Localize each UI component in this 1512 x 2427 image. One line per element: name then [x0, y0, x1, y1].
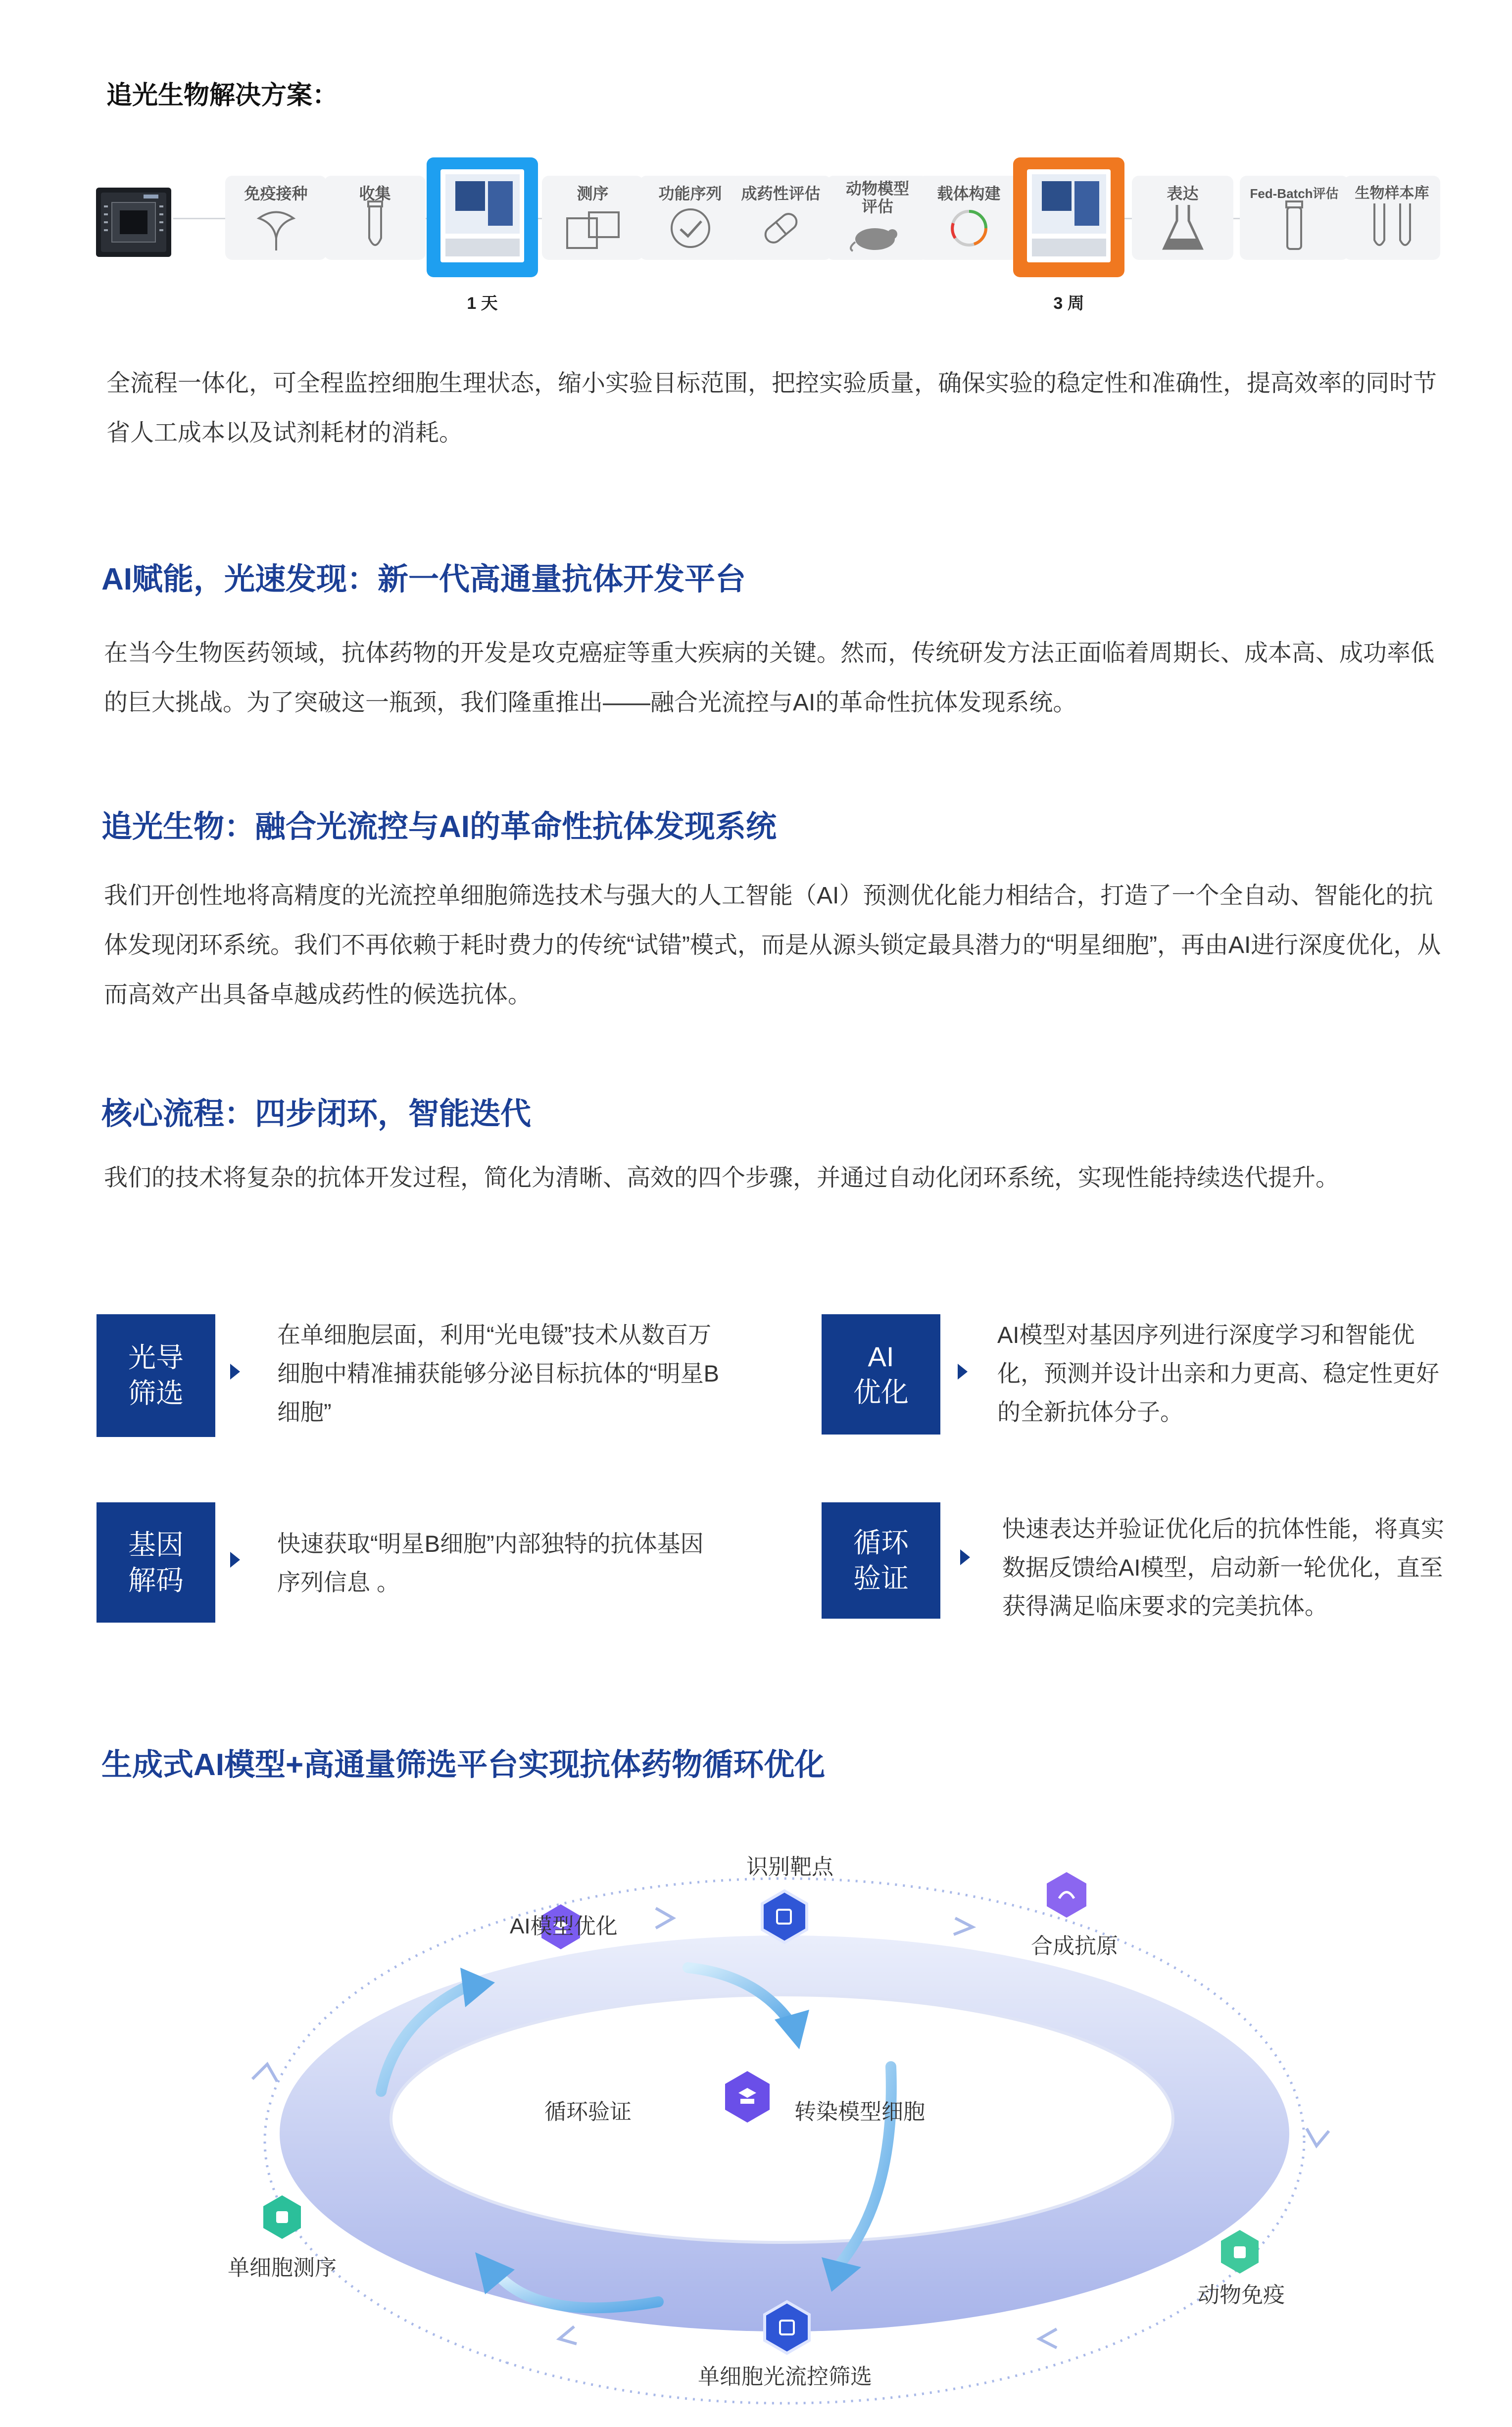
- pill-icon: [756, 203, 806, 253]
- card-ai-optimization: [822, 1314, 940, 1435]
- node-transfect: 转染模型细胞: [794, 2100, 925, 2124]
- instrument-orange: [1013, 157, 1124, 277]
- card-title-line: 解码: [128, 1564, 184, 1596]
- card-text-optical-screening: 在单细胞层面，利用“光电镊”技术从数百万细胞中精准捕获能够分泌目标抗体的“明星B细胞”: [277, 1322, 719, 1425]
- vial-icon: [1279, 198, 1309, 253]
- section-heading-ai-platform: AI赋能，光速发现：新一代高通量抗体开发平台: [101, 562, 746, 596]
- time-label-1-day: 1 天: [467, 294, 498, 313]
- flask-icon: [1158, 201, 1208, 253]
- card-title-line: 光导: [128, 1342, 184, 1373]
- step-expression: [1132, 176, 1233, 260]
- node-identify-target: 识别靶点: [746, 1855, 833, 1879]
- card-title-line: 基因: [128, 1529, 184, 1560]
- hex-single-cell-seq-icon: [263, 2195, 301, 2239]
- section-heading-cycle: 生成式AI模型+高通量筛选平台实现抗体药物循环优化: [101, 1748, 826, 1782]
- step-biobank: [1344, 176, 1440, 260]
- step-label: 表达: [1167, 185, 1199, 202]
- card-title-line: 优化: [853, 1376, 909, 1408]
- card-title-line: 循环: [853, 1527, 909, 1558]
- sequencer-icon: [563, 208, 623, 253]
- card-title-line: 筛选: [128, 1378, 184, 1409]
- chevron-right-icon: [230, 1552, 240, 1568]
- node-animal-immune: 动物免疫: [1198, 2283, 1285, 2307]
- card-optical-screening: [97, 1314, 215, 1437]
- time-label-3-weeks: 3 周: [1053, 294, 1084, 313]
- step-animal-model: [827, 176, 928, 260]
- step-immunization: [225, 176, 327, 260]
- step-vector-construction: [918, 176, 1020, 260]
- sample-tubes-icon: [1363, 198, 1422, 253]
- step-label: 测序: [577, 185, 609, 202]
- hex-animal-immune-icon: [1221, 2230, 1259, 2274]
- hex-identify-target-icon: [762, 1891, 807, 1942]
- node-cycle-verify: 循环验证: [544, 2100, 632, 2124]
- card-title-line: AI: [868, 1340, 894, 1372]
- step-collect: [324, 176, 426, 260]
- solution-title: 追光生物解决方案：: [106, 81, 339, 110]
- step-label: 成药性评估: [741, 185, 821, 202]
- card-title-line: 验证: [853, 1562, 909, 1594]
- step-label: 免疫接种: [244, 185, 308, 202]
- cycle-diagram: [0, 1832, 1512, 2427]
- chevron-right-icon: [230, 1364, 240, 1380]
- section-body-ai-platform: 在当今生物医药领域，抗体药物的开发是攻克癌症等重大疾病的关键。然而，传统研发方法正面临着周期长、成本高、成功率低的巨大挑战。为了突破这一瓶颈，我们隆重推出——融合光流控与AI的革命性抗体发现系统。: [104, 640, 1435, 716]
- section-body-core-process: 我们的技术将复杂的抗体开发过程，简化为清晰、高效的四个步骤，并通过自动化闭环系统，实现性能持续迭代提升。: [104, 1165, 1340, 1191]
- step-label: 功能序列: [658, 185, 722, 202]
- step-label: Fed-Batch评估: [1250, 186, 1339, 201]
- section-heading-core-process: 核心流程：四步闭环，智能迭代: [101, 1097, 532, 1131]
- section-heading-system: 追光生物：融合光流控与AI的革命性抗体发现系统: [101, 810, 777, 844]
- card-cycle-verification: [822, 1502, 940, 1619]
- section-body-system: 我们开创性地将高精度的光流控单细胞筛选技术与强大的人工智能（AI）预测优化能力相结合，打造了一个全自动、智能化的抗体发现闭环系统。我们不再依赖于耗时费力的传统“试错”模式，而是从源头锁定最具潜力的“明星细胞”，再由AI进行深度优化，从而高效产出具备卓越成药性的候选抗体。: [104, 883, 1441, 1008]
- instrument-blue: [427, 157, 538, 277]
- node-optofluidic: 单细胞光流控筛选: [698, 2365, 872, 2389]
- check-circle-icon: [666, 203, 715, 253]
- hex-optofluidic-icon: [765, 2302, 809, 2353]
- card-gene-decoding: [97, 1502, 215, 1623]
- chevron-right-icon: [958, 1364, 968, 1380]
- node-single-cell-seq: 单细胞测序: [228, 2256, 337, 2280]
- hex-synth-antigen-icon: [1047, 1872, 1086, 1918]
- step-label: 动物模型评估: [845, 180, 909, 215]
- plasmid-icon: [944, 203, 994, 253]
- step-label: 生物样本库: [1355, 185, 1429, 201]
- card-text-ai-optimization: AI模型对基因序列进行深度学习和智能优化，预测并设计出亲和力更高、稳定性更好的全新抗体分子。: [997, 1322, 1439, 1425]
- step-functional-sequence: [639, 176, 741, 260]
- step-label: 载体构建: [937, 185, 1001, 202]
- card-text-gene-decoding: 快速获取“明星B细胞”内部独特的抗体基因序列信息 。: [277, 1531, 704, 1595]
- tube-icon: [360, 198, 390, 253]
- step-label: 收集: [359, 185, 391, 202]
- step-fed-batch: [1240, 176, 1349, 260]
- node-ai-model: AI模型优化: [510, 1914, 618, 1938]
- step-sequencing: [542, 176, 643, 260]
- chevron-right-icon: [960, 1549, 970, 1565]
- syringe-icon: [249, 203, 303, 253]
- mouse-icon: [848, 218, 907, 253]
- node-synth-antigen: 合成抗原: [1031, 1934, 1118, 1958]
- card-text-cycle-verification: 快速表达并验证优化后的抗体性能，将真实数据反馈给AI模型，启动新一轮优化，直至获得满足临床要求的完美抗体。: [1002, 1516, 1444, 1619]
- step-druggability: [730, 176, 831, 260]
- solution-description: 全流程一体化，可全程监控细胞生理状态，缩小实验目标范围，把控实验质量，确保实验的稳定性和准确性，提高效率的同时节省人工成本以及试剂耗材的消耗。: [106, 370, 1437, 446]
- chip-image: [94, 186, 173, 259]
